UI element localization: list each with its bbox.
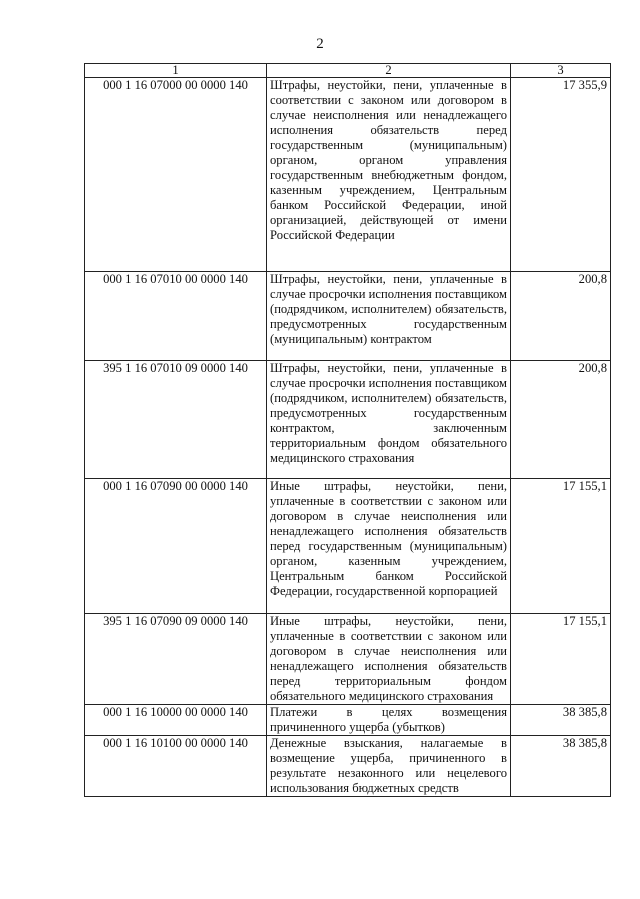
description-cell: Иные штрафы, неустойки, пени, уплаченные в соответствии с законом или договором в случае неисполнения или ненадлежащего исполнения обязательств перед территориальным фондом обязательного медицинского страхования (267, 614, 511, 705)
amount-cell: 200,8 (511, 272, 611, 361)
budget-code-cell: 000 1 16 07000 00 0000 140 (85, 78, 267, 272)
description-cell: Штрафы, неустойки, пени, уплаченные в случае просрочки исполнения поставщиком (подрядчиком, исполнителем) обязательств, предусмотренных государственным (муниципальным) контрактом (267, 272, 511, 361)
amount-cell: 17 155,1 (511, 614, 611, 705)
amount-cell: 17 355,9 (511, 78, 611, 272)
table-row (85, 272, 611, 361)
amount-cell: 200,8 (511, 361, 611, 479)
table-row (85, 361, 611, 479)
table-header-row (85, 64, 611, 78)
table-row (85, 705, 611, 736)
amount-cell: 38 385,8 (511, 736, 611, 797)
table-row (85, 736, 611, 797)
table-row (85, 614, 611, 705)
amount-cell: 38 385,8 (511, 705, 611, 736)
budget-code-cell: 000 1 16 07010 00 0000 140 (85, 272, 267, 361)
table-row (85, 479, 611, 614)
description-cell: Платежи в целях возмещения причиненного ущерба (убытков) (267, 705, 511, 736)
budget-table (84, 63, 611, 797)
budget-code-cell: 000 1 16 07090 00 0000 140 (85, 479, 267, 614)
description-cell: Иные штрафы, неустойки, пени, уплаченные в соответствии с законом или договором в случае неисполнения или ненадлежащего исполнения обязательств перед государственным (муниципальным) органом, казенным учреждением, Центральным банком Российской Федерации, государственной корпорацией (267, 479, 511, 614)
column-header-amount: 3 (511, 64, 611, 78)
description-cell: Штрафы, неустойки, пени, уплаченные в соответствии с законом или договором в случае неисполнения или ненадлежащего исполнения обязательств перед государственным (муниципальным) органом, органом управления государственным внебюджетным фондом, казенным учреждением, Центральным банком Российской Федерации, иной организацией, действующей от имени Российской Федерации (267, 78, 511, 272)
description-cell: Денежные взыскания, налагаемые в возмещение ущерба, причиненного в результате незаконного или нецелевого использования бюджетных средств (267, 736, 511, 797)
budget-code-cell: 395 1 16 07010 09 0000 140 (85, 361, 267, 479)
budget-code-cell: 395 1 16 07090 09 0000 140 (85, 614, 267, 705)
description-cell: Штрафы, неустойки, пени, уплаченные в случае просрочки исполнения поставщиком (подрядчиком, исполнителем) обязательств, предусмотренных государственным контрактом, заключенным территориальным фондом обязательного медицинского страхования (267, 361, 511, 479)
amount-cell: 17 155,1 (511, 479, 611, 614)
budget-code-cell: 000 1 16 10100 00 0000 140 (85, 736, 267, 797)
budget-code-cell: 000 1 16 10000 00 0000 140 (85, 705, 267, 736)
column-header-code: 1 (85, 64, 267, 78)
table-row (85, 78, 611, 272)
page-number: 2 (316, 36, 324, 52)
column-header-description: 2 (267, 64, 511, 78)
